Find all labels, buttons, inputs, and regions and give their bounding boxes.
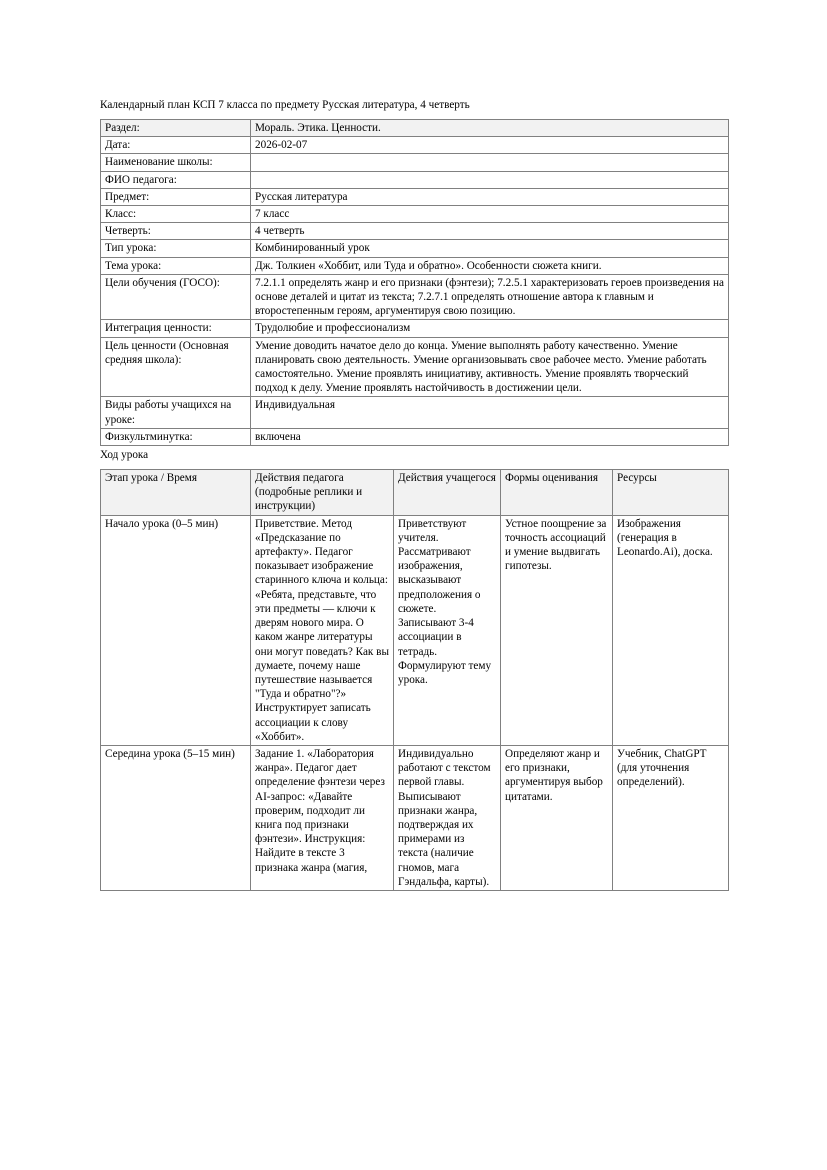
cell-teacher-actions: Задание 1. «Лаборатория жанра». Педагог дает определение фэнтези через AI-запрос: «Давайте проверим, подходит ли книга под признаки фэнтези». Инструкция: Найдите в тексте 3 признака жанра (магия, <box>251 745 394 890</box>
info-label: Цели обучения (ГОСО): <box>101 274 251 320</box>
table-header-row <box>101 470 729 516</box>
info-label: Интеграция ценности: <box>101 320 251 337</box>
table-row <box>101 223 729 240</box>
cell-stage: Начало урока (0–5 мин) <box>101 515 251 745</box>
info-value: включена <box>251 428 729 445</box>
cell-student-actions: Индивидуально работают с текстом первой главы. Выписывают признаки жанра, подтверждая их примерами из текста (наличие гномов, мага Гэндальфа, карты). <box>394 745 501 890</box>
info-label: Цель ценности (Основная средняя школа): <box>101 337 251 397</box>
table-row <box>101 320 729 337</box>
info-value <box>251 154 729 171</box>
lesson-info-table <box>100 119 729 446</box>
cell-resources: Изображения (генерация в Leonardo.Ai), доска. <box>613 515 729 745</box>
column-header-resources: Ресурсы <box>613 470 729 516</box>
table-row <box>101 154 729 171</box>
info-label: ФИО педагога: <box>101 171 251 188</box>
document-content <box>100 98 728 891</box>
table-row <box>101 257 729 274</box>
info-value: Мораль. Этика. Ценности. <box>251 120 729 137</box>
table-row <box>101 206 729 223</box>
table-row <box>101 397 729 428</box>
cell-assessment: Устное поощрение за точность ассоциаций и умение выдвигать гипотезы. <box>501 515 613 745</box>
info-label: Дата: <box>101 137 251 154</box>
column-header-stage: Этап урока / Время <box>101 470 251 516</box>
info-label: Четверть: <box>101 223 251 240</box>
info-value <box>251 171 729 188</box>
info-label: Виды работы учащихся на уроке: <box>101 397 251 428</box>
table-row <box>101 137 729 154</box>
info-value: 7.2.1.1 определять жанр и его признаки (фэнтези); 7.2.5.1 характеризовать героев произведения на основе деталей и цитат из текста; 7.2.7.1 определять отношение автора к главным и второстепенным героям, аргументируя свою позицию. <box>251 274 729 320</box>
info-value: Умение доводить начатое дело до конца. Умение выполнять работу качественно. Умение планировать свою деятельность. Умение организовывать свое рабочее место. Умение работать самостоятельно. Умение проявлять инициативу, активность. Умение проявлять творческий подход к делу. Умение проявлять настойчивость в достижении цели. <box>251 337 729 397</box>
table-row <box>101 274 729 320</box>
info-label: Тема урока: <box>101 257 251 274</box>
info-label: Предмет: <box>101 188 251 205</box>
page-title: Календарный план КСП 7 класса по предмету Русская литература, 4 четверть <box>100 99 470 111</box>
table-row <box>101 240 729 257</box>
cell-resources: Учебник, ChatGPT (для уточнения определений). <box>613 745 729 890</box>
info-value: Трудолюбие и профессионализм <box>251 320 729 337</box>
lesson-flow-heading: Ход урока <box>100 449 149 462</box>
table-row <box>101 515 729 745</box>
table-row <box>101 745 729 890</box>
info-value: 7 класс <box>251 206 729 223</box>
info-value: Дж. Толкиен «Хоббит, или Туда и обратно». Особенности сюжета книги. <box>251 257 729 274</box>
cell-student-actions: Приветствуют учителя. Рассматривают изображения, высказывают предположения о сюжете. Записывают 3-4 ассоциации в тетрадь. Формулируют тему урока. <box>394 515 501 745</box>
cell-assessment: Определяют жанр и его признаки, аргументируя выбор цитатами. <box>501 745 613 890</box>
table-row <box>101 120 729 137</box>
info-value: 4 четверть <box>251 223 729 240</box>
lesson-flow-table <box>100 469 729 891</box>
info-value: Русская литература <box>251 188 729 205</box>
column-header-teacher-actions: Действия педагога (подробные реплики и инструкции) <box>251 470 394 516</box>
cell-teacher-actions: Приветствие. Метод «Предсказание по артефакту». Педагог показывает изображение старинного ключа и кольца: «Ребята, представьте, что эти предметы — ключи к дверям нового мира. О каком жанре литературы они могут поведать? Как вы думаете, почему наше путешествие называется "Туда и обратно"?» Инструктирует записать ассоциации к слову «Хоббит». <box>251 515 394 745</box>
info-label: Физкультминутка: <box>101 428 251 445</box>
info-value: Комбинированный урок <box>251 240 729 257</box>
info-label: Тип урока: <box>101 240 251 257</box>
info-label: Раздел: <box>101 120 251 137</box>
cell-stage: Середина урока (5–15 мин) <box>101 745 251 890</box>
info-label: Класс: <box>101 206 251 223</box>
column-header-student-actions: Действия учащегося <box>394 470 501 516</box>
table-row <box>101 337 729 397</box>
table-row <box>101 171 729 188</box>
info-value: 2026-02-07 <box>251 137 729 154</box>
info-label: Наименование школы: <box>101 154 251 171</box>
table-row <box>101 428 729 445</box>
info-value: Индивидуальная <box>251 397 729 428</box>
table-row <box>101 188 729 205</box>
column-header-assessment: Формы оценивания <box>501 470 613 516</box>
